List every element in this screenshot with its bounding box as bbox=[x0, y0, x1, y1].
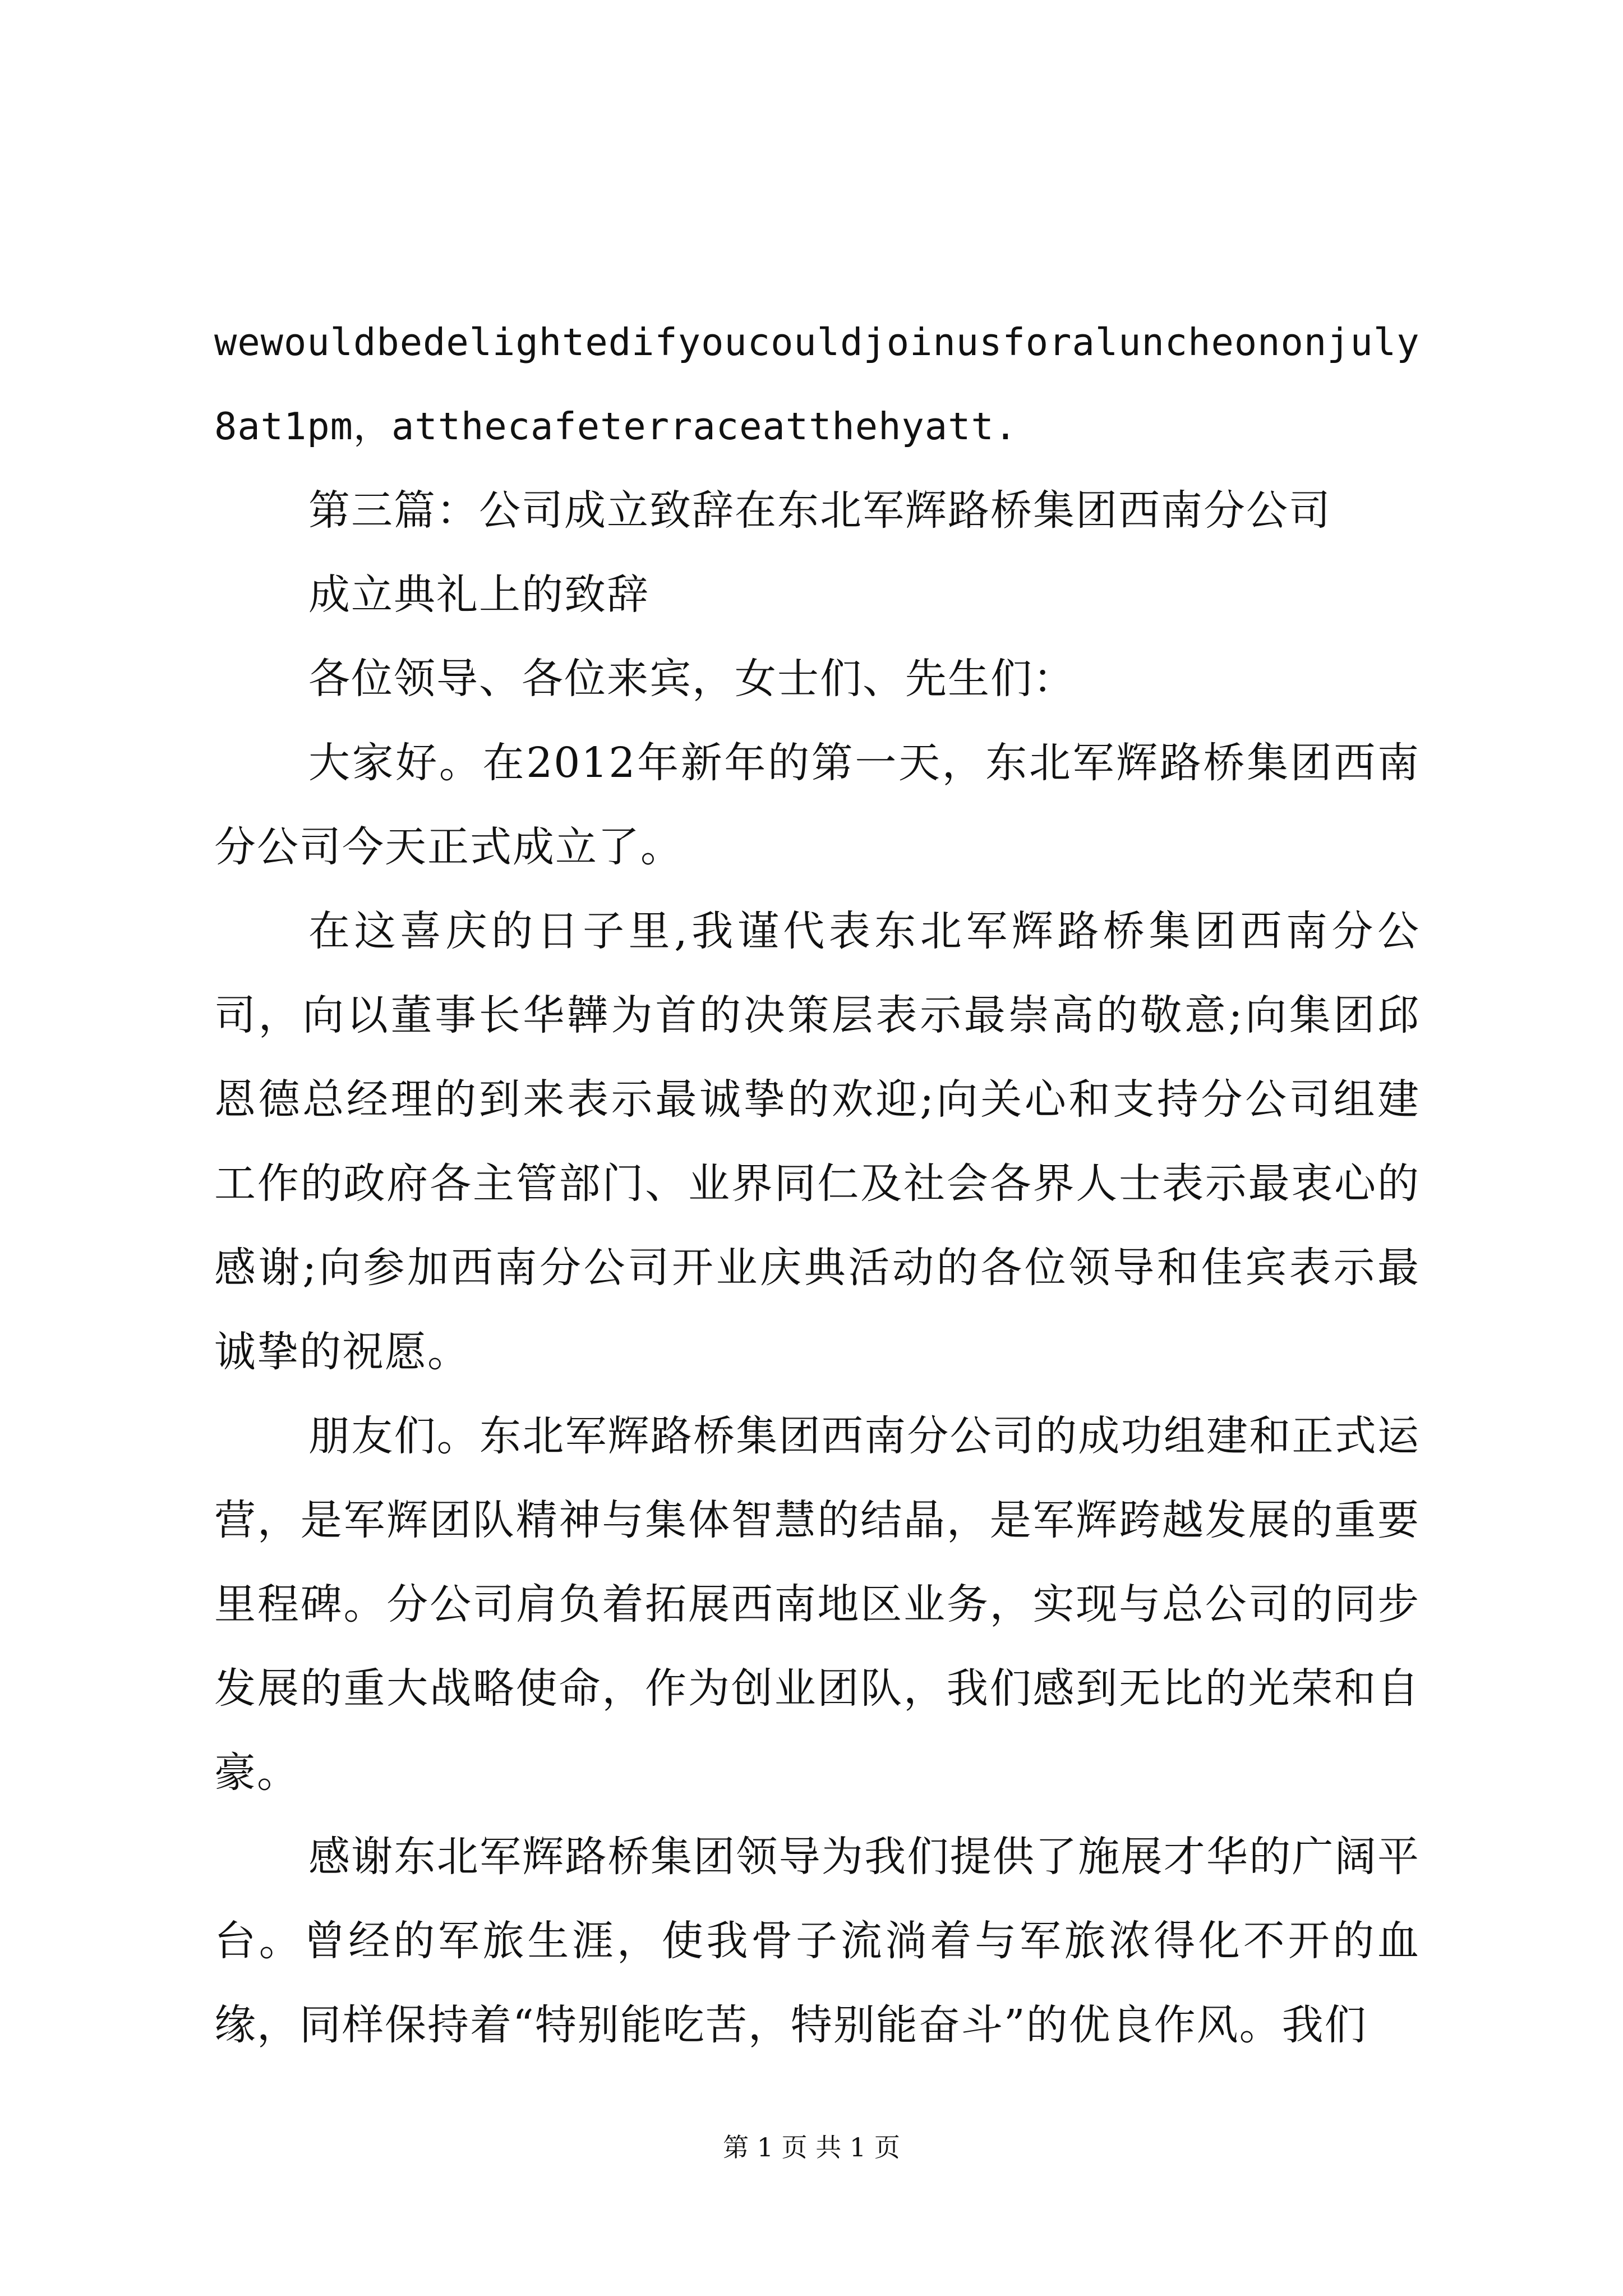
paragraph-gratitude: 感谢东北军辉路桥集团领导为我们提供了施展才华的广阔平台。曾经的军旅生涯，使我骨子流淌着与军旅浓得化不开的血缘，同样保持着“特别能吃苦，特别能奋斗”的优良作风。我们 bbox=[214, 1833, 1420, 2049]
section-heading: 第三篇：公司成立致辞在东北军辉路桥集团西南分公司 bbox=[308, 486, 1331, 535]
document-body bbox=[214, 300, 1420, 2067]
paragraph-friends: 朋友们。东北军辉路桥集团西南分公司的成功组建和正式运营，是军辉团队精神与集体智慧的结晶，是军辉跨越发展的重要里程碑。分公司肩负着拓展西南地区业务，实现与总公司的同步发展的重大战略使命，作为创业团队，我们感到无比的光荣和自豪。 bbox=[214, 1412, 1420, 1797]
page-footer: 第 1 页 共 1 页 bbox=[723, 2132, 900, 2162]
paragraph-thanks: 在这喜庆的日子里,我谨代表东北军辉路桥集团西南分公司，向以董事长华韡为首的决策层表示最崇高的敬意;向集团邱恩德总经理的到来表示最诚挚的欢迎;向关心和支持分公司组建工作的政府各主管部门、业界同仁及社会各界人士表示最衷心的感谢;向参加西南分公司开业庆典活动的各位领导和佳宾表示最诚挚的祝愿。 bbox=[214, 907, 1420, 1376]
english-paragraph: wewouldbedelightedifyoucouldjoinusforaluncheononjuly8at1pm，atthecafeterraceatthehyatt. bbox=[214, 320, 1420, 448]
section-subheading: 成立典礼上的致辞 bbox=[308, 570, 649, 619]
salutation: 各位领导、各位来宾，女士们、先生们： bbox=[308, 655, 1076, 703]
paragraph-greeting: 大家好。在2012年新年的第一天，东北军辉路桥集团西南分公司今天正式成立了。 bbox=[214, 739, 1420, 871]
